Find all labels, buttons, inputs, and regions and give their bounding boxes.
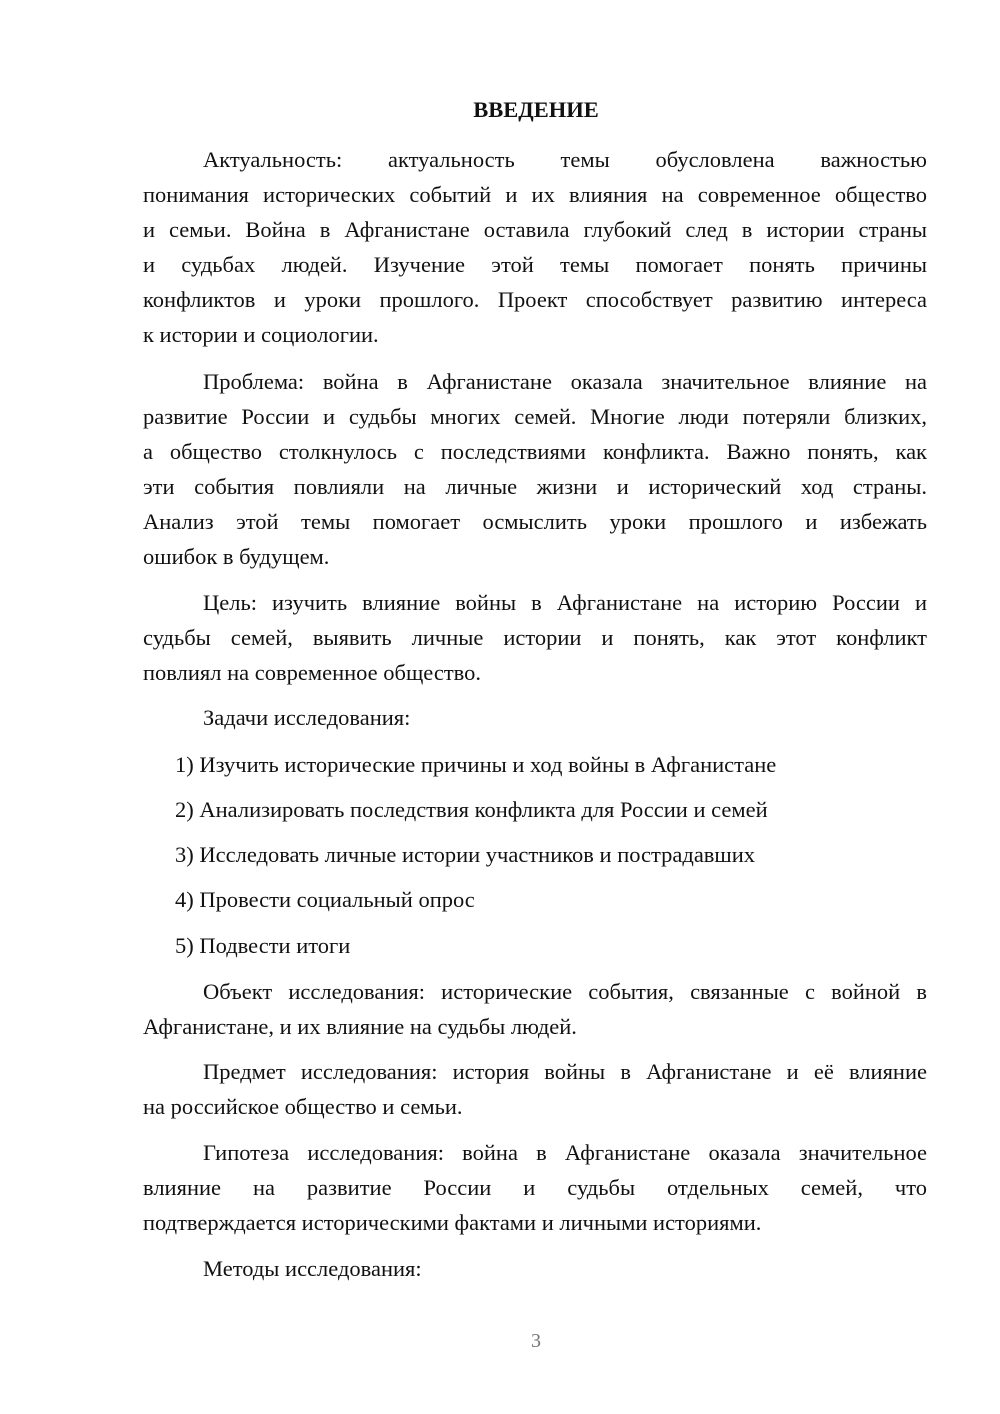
text-line: Проблема: война в Афганистане оказала значительное влияние на [203,369,927,394]
paragraph-subject [143,1054,927,1124]
text-line: к истории и социологии. [143,322,379,347]
paragraph-object [143,974,927,1044]
text-line: судьбы семей, выявить личные истории и понять, как этот конфликт [143,625,927,650]
text-line: Предмет исследования: история войны в Афганистане и её влияние [203,1059,927,1084]
text-line: Объект исследования: исторические события, связанные с войной в [203,979,927,1004]
text-line: Актуальность: актуальность темы обусловлена важностью [203,147,927,172]
text-line: конфликтов и уроки прошлого. Проект способствует развитию интереса [143,287,927,312]
paragraph-relevance [143,142,927,352]
text-line: и судьбах людей. Изучение этой темы помогает понять причины [143,252,927,277]
text-line: ошибок в будущем. [143,544,330,569]
list-item: 5) Подвести итоги [175,933,351,958]
text-line: Афганистане, и их влияние на судьбы людей. [143,1014,577,1039]
text-line: Цель: изучить влияние войны в Афганистане на историю России и [203,590,927,615]
paragraph-hypothesis [143,1135,927,1240]
list-item: 1) Изучить исторические причины и ход войны в Афганистане [175,752,777,777]
text-line: эти события повлияли на личные жизни и исторический ход страны. [143,474,927,499]
text-line: на российское общество и семьи. [143,1094,463,1119]
paragraph-methods [143,1251,927,1286]
text-line: развитие России и судьбы многих семей. Многие люди потеряли близких, [143,404,927,429]
page-number: 3 [531,1330,541,1352]
paragraph-goal [143,585,927,690]
paragraph-tasks-heading [143,700,927,735]
text-line: влияние на развитие России и судьбы отдельных семей, что [143,1175,927,1200]
text-line: и семьи. Война в Афганистане оставила глубокий след в истории страны [143,217,927,242]
text-line: подтверждается историческими фактами и личными историями. [143,1210,762,1235]
text-line: Задачи исследования: [203,705,411,730]
text-line: Анализ этой темы помогает осмыслить уроки прошлого и избежать [143,509,927,534]
list-item: 2) Анализировать последствия конфликта для России и семей [175,797,768,822]
text-line: повлиял на современное общество. [143,660,482,685]
list-item: 3) Исследовать личные истории участников и пострадавших [175,842,756,867]
text-line: а общество столкнулось с последствиями конфликта. Важно понять, как [143,439,927,464]
section-title: ВВЕДЕНИЕ [473,97,599,122]
text-line: Методы исследования: [203,1256,422,1281]
text-line: Гипотеза исследования: война в Афганистане оказала значительное [203,1140,927,1165]
paragraph-problem [143,364,927,574]
list-item: 4) Провести социальный опрос [175,887,475,912]
text-line: понимания исторических событий и их влияния на современное общество [143,182,927,207]
